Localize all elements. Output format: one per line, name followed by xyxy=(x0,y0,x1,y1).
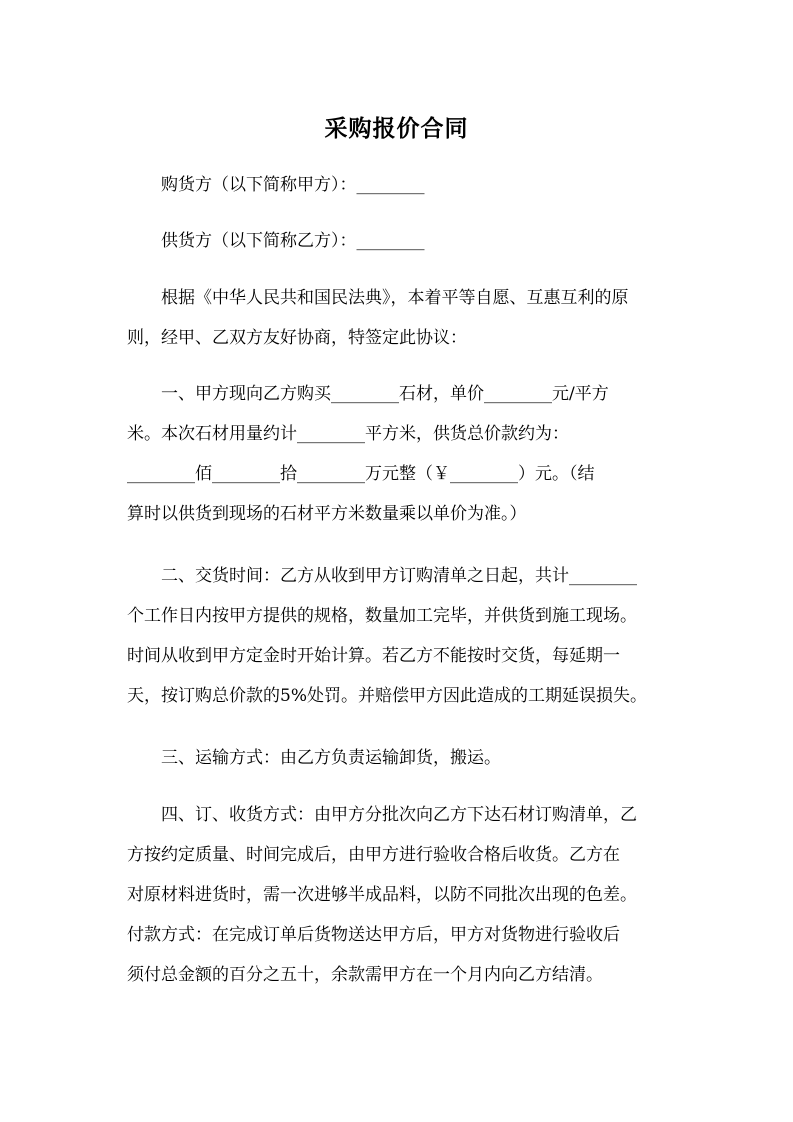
paragraph-line: 四、订、收货方式：由甲方分批次向乙方下达石材订购清单，乙 xyxy=(161,805,637,825)
clause-3-paragraph xyxy=(127,738,675,778)
paragraph-line: 算时以供货到现场的石材平方米数量乘以单价为准。） xyxy=(127,504,527,524)
paragraph-line: 时间从收到甲方定金时开始计算。若乙方不能按时交货，每延期一 xyxy=(127,646,620,666)
paragraph-line: 一、甲方现向乙方购买________石材，单价________元/平方 xyxy=(161,384,609,404)
paragraph-line: 个工作日内按甲方提供的规格，数量加工完毕，并供货到施工现场。 xyxy=(127,606,637,626)
document-title: 采购报价合同 xyxy=(324,115,469,142)
paragraph-line: 须付总金额的百分之五十，余款需甲方在一个月内向乙方结清。 xyxy=(127,965,603,985)
clause-4-paragraph xyxy=(127,795,675,995)
paragraph-line: 二、交货时间：乙方从收到甲方订购清单之日起，共计________ xyxy=(161,566,637,586)
buyer-line xyxy=(127,165,675,205)
paragraph-line: ________佰________拾________万元整（￥________）元。（结 xyxy=(127,464,595,484)
supplier-line xyxy=(127,221,675,261)
paragraph-line: 则，经甲、乙双方友好协商，特签定此协议： xyxy=(127,328,467,348)
clause-1-paragraph xyxy=(127,374,675,534)
buyer-line-text: 购货方（以下简称甲方）：________ xyxy=(161,175,425,195)
paragraph-line: 三、运输方式：由乙方负责运输卸货，搬运。 xyxy=(161,748,501,768)
paragraph-line: 付款方式：在完成订单后货物送达甲方后，甲方对货物进行验收后 xyxy=(127,925,620,945)
paragraph-line: 根据《中华人民共和国民法典》，本着平等自愿、互惠互利的原 xyxy=(161,288,629,308)
paragraph-line: 对原材料进货时，需一次进够半成品料，以防不同批次出现的色差。 xyxy=(127,885,637,905)
paragraph-line: 天，按订购总价款的5%处罚。并赔偿甲方因此造成的工期延误损失。 xyxy=(127,686,647,706)
clause-2-paragraph xyxy=(127,556,675,716)
preamble-paragraph xyxy=(127,278,675,358)
supplier-line-text: 供货方（以下简称乙方）：________ xyxy=(161,231,425,251)
paragraph-line: 米。本次石材用量约计________平方米，供货总价款约为： xyxy=(127,424,569,444)
paragraph-line: 方按约定质量、时间完成后，由甲方进行验收合格后收货。乙方在 xyxy=(127,845,620,865)
